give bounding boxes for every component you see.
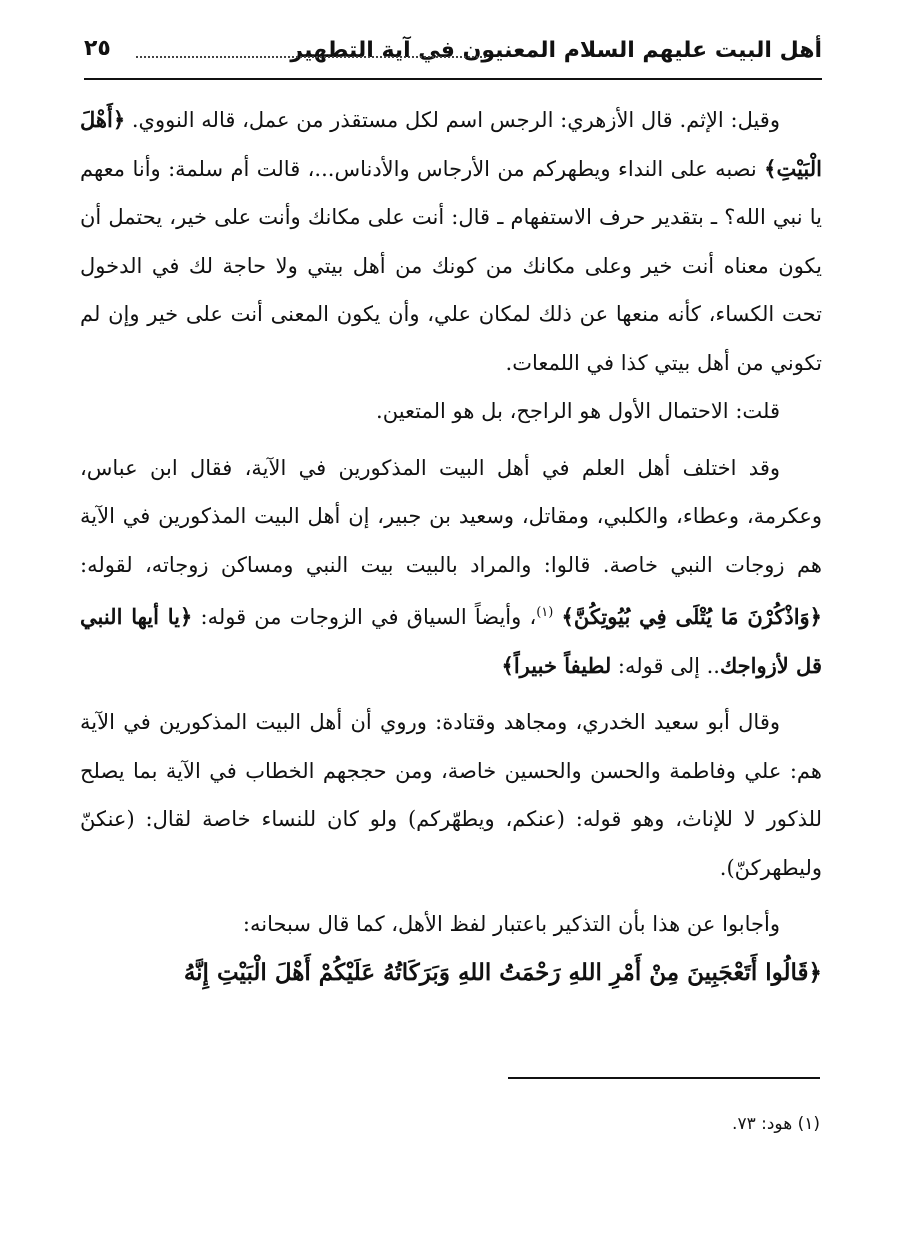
quran-quote: ﴿يا أيها النبي قل لأزواجك — [80, 604, 822, 678]
paragraph-2: قلت: الاحتمال الأول هو الراجح، بل هو المتعين. — [376, 399, 780, 423]
paragraph-4: وقال أبو سعيد الخدري، ومجاهد وقتادة: وروي أن أهل البيت المذكورين في الآية هم: علي وفاطمة والحسن والحسين خاصة، ومن حججهم الخطاب في الآية بما يصلح للذكور لا للإناث، وهو قوله: (عنكم، ويطهّركم) ولو كان للنساء خاصة لقال: (عنكنّ وليطهركنّ). — [80, 710, 822, 880]
paragraph-1: وقيل: الإثم. قال الأزهري: الرجس اسم لكل مستقذر من عمل، قاله النووي. ﴿أَهْلَ الْبَيْتِ﴾ نصبه على النداء ويطهركم من الأرجاس والأدناس...، قالت أم سلمة: وأنا معهم يا نبي الله؟ ـ بتقدير حرف الاستفهام ـ قال: أنت على مكانك وأنت على خير، يحتمل أن يكون معناه أنت خير وعلى مكانك من كونك من أهل بيتي ولا حاجة لك في الدخول تحت الكساء، كأنه منعها عن ذلك لمكان علي، وأن يكون المعنى أنت على خير وإن لم تكوني من أهل بيتي كذا في اللمعات. — [80, 107, 822, 375]
page-number: ٢٥ — [84, 36, 111, 61]
quran-quote: ﴿وَاذْكُرْنَ مَا يُتْلَى فِي بُيُوتِكُنَّ﴾ — [561, 604, 822, 629]
footnote-separator — [508, 1077, 820, 1079]
body-text — [80, 96, 822, 997]
quran-quote: لطيفاً خبيراً﴾ — [501, 652, 612, 678]
quran-quote: ﴿أَهْلَ الْبَيْتِ﴾ — [80, 107, 822, 181]
page-header — [84, 36, 822, 76]
paragraph-3: وقد اختلف أهل العلم في أهل البيت المذكورين في الآية، فقال ابن عباس، وعكرمة، وعطاء، والكلبي، ومقاتل، وسعيد بن جبير، إن أهل البيت المذكورين في الآية هم زوجات النبي خاصة. قالوا: والمراد بالبيت بيت النبي ومساكن زوجاته، لقوله:﴿وَاذْكُرْنَ مَا يُتْلَى فِي بُيُوتِكُنَّ﴾ $^{(١)}$، وأيضاً السياق في الزوجات من قوله: ﴿يا أيها النبي قل لأزواجك.. إلى قوله: لطيفاً خبيراً﴾ — [80, 455, 822, 678]
footnote: (١) هود: ٧٣. — [732, 1114, 820, 1134]
quran-verse-line: ﴿قَالُوا أَتَعْجَبِينَ مِنْ أَمْرِ اللهِ رَحْمَتُ اللهِ وَبَرَكَاتُهُ عَلَيْكُمْ أَهْلَ الْبَيْتِ إِنَّهُ — [183, 958, 822, 986]
running-title: أهل البيت عليهم السلام المعنيون في آية التطهير — [290, 38, 822, 63]
header-dotted-leader — [136, 56, 486, 58]
paragraph-5: وأجابوا عن هذا بأن التذكير باعتبار لفظ الأهل، كما قال سبحانه: — [242, 912, 780, 936]
header-rule — [84, 78, 822, 80]
footnote-reference: (١) — [536, 605, 554, 620]
